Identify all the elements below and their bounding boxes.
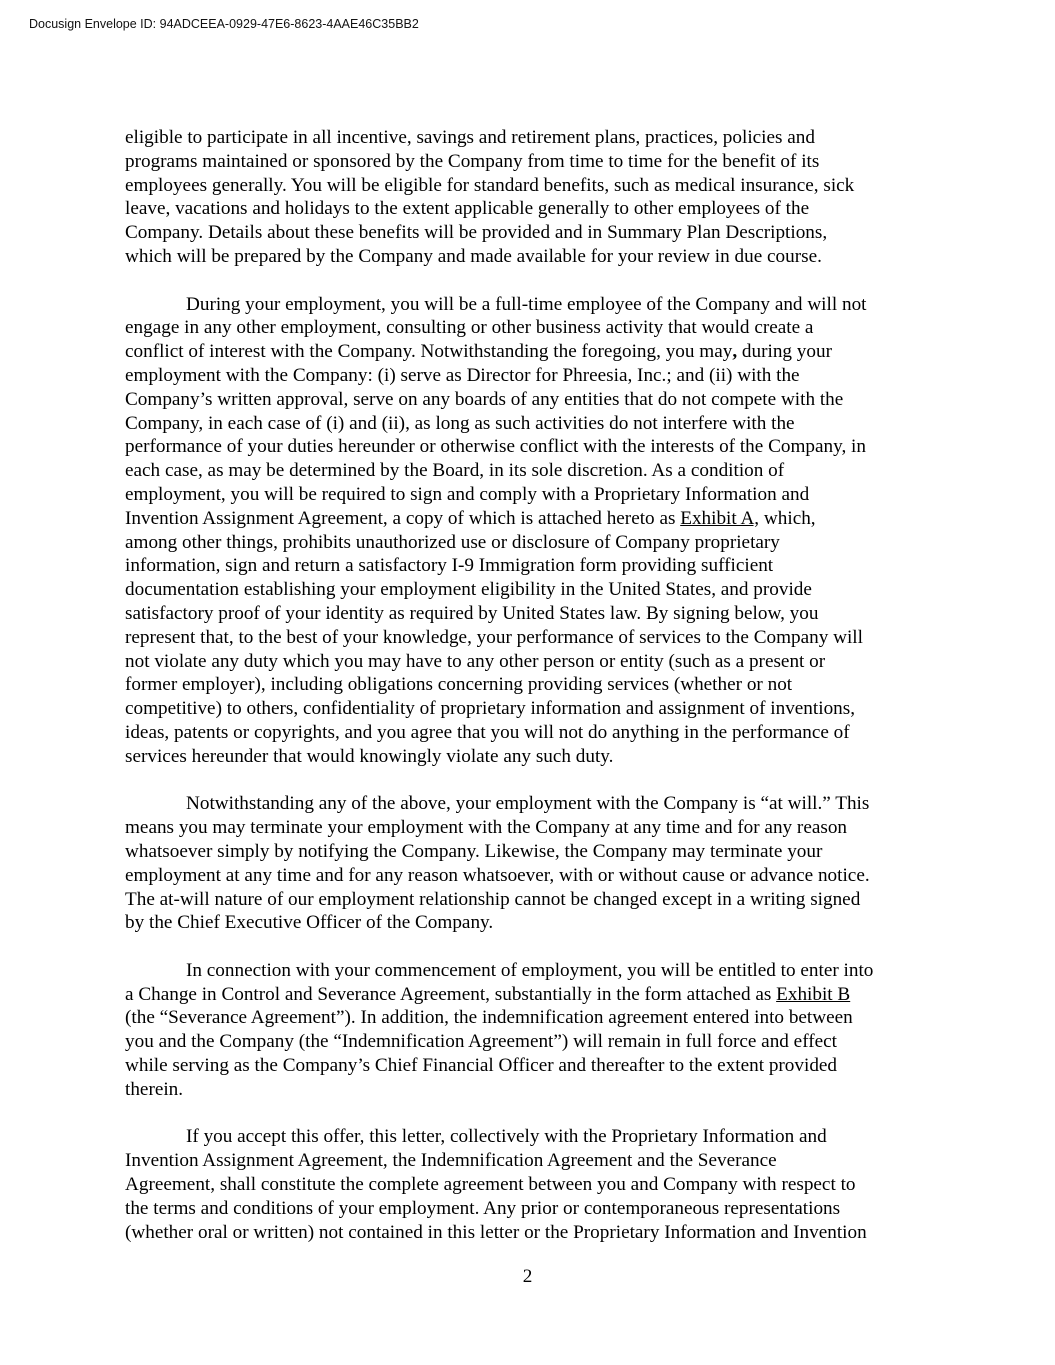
text-segment: Invention Assignment Agreement, a copy of which is attached hereto as <box>125 507 681 529</box>
text-line: documentation establishing your employment eligibility in the United States, and provide <box>125 579 812 601</box>
text-line: by the Chief Executive Officer of the Company. <box>125 912 494 934</box>
text-line: represent that, to the best of your knowledge, your performance of services to the Company will <box>125 626 863 648</box>
text-line: competitive) to others, confidentiality of proprietary information and assignment of inventions, <box>125 698 856 720</box>
text-line: ideas, patents or copyrights, and you agree that you will not do anything in the performance of <box>125 721 850 743</box>
text-line: each case, as may be determined by the Board, in its sole discretion. As a condition of <box>125 460 785 482</box>
text-line: The at-will nature of our employment relationship cannot be changed except in a writing signed <box>125 888 861 910</box>
text-line: Agreement, shall constitute the complete agreement between you and Company with respect to <box>125 1174 856 1196</box>
text-line: employment, you will be required to sign and comply with a Proprietary Information and <box>125 483 810 505</box>
text-line: Notwithstanding any of the above, your employment with the Company is “at will.” This <box>186 793 870 815</box>
text-line: means you may terminate your employment with the Company at any time and for any reason <box>125 817 848 839</box>
text-segment: which, <box>759 507 816 529</box>
text-line: employment at any time and for any reason whatsoever, with or without cause or advance notice. <box>125 864 870 886</box>
text-line: eligible to participate in all incentive, savings and retirement plans, practices, policies and <box>125 127 815 148</box>
paragraph-complete-agreement <box>125 1125 930 1244</box>
text-line: the terms and conditions of your employment. Any prior or contemporaneous representations <box>125 1197 841 1219</box>
text-line: employees generally. You will be eligible for standard benefits, such as medical insurance, sick <box>125 174 855 196</box>
text-line: engage in any other employment, consulting or other business activity that would create a <box>125 317 814 339</box>
text-line: programs maintained or sponsored by the Company from time to time for the benefit of its <box>125 150 820 172</box>
text-line: not violate any duty which you may have to any other person or entity (such as a present or <box>125 650 826 672</box>
text-line: In connection with your commencement of employment, you will be entitled to enter into <box>186 959 874 981</box>
text-line <box>125 340 930 364</box>
page-number: 2 <box>522 1266 533 1287</box>
envelope-id-header: Docusign Envelope ID: 94ADCEEA-0929-47E6-8623-4AAE46C35BB2 <box>29 17 419 31</box>
text-line: information, sign and return a satisfactory I-9 Immigration form providing sufficient <box>125 555 774 577</box>
paragraph-severance <box>125 959 930 1102</box>
text-line: while serving as the Company’s Chief Financial Officer and thereafter to the extent provided <box>125 1055 838 1077</box>
text-line: former employer), including obligations concerning providing services (whether or not <box>125 674 793 696</box>
text-line: whatsoever simply by notifying the Company. Likewise, the Company may terminate your <box>125 840 823 862</box>
text-line: services hereunder that would knowingly violate any such duty. <box>125 745 614 767</box>
text-line: performance of your duties hereunder or otherwise conflict with the interests of the Company, in <box>125 436 866 458</box>
text-line: therein. <box>125 1078 184 1100</box>
paragraph-benefits <box>125 126 930 269</box>
text-line: employment with the Company: (i) serve as Director for Phreesia, Inc.; and (ii) with the <box>125 364 800 386</box>
exhibit-b-reference: Exhibit B <box>776 983 851 1005</box>
text-line: satisfactory proof of your identity as required by United States law. By signing below, you <box>125 602 819 624</box>
text-segment: conflict of interest with the Company. Notwithstanding the foregoing, you may <box>125 341 733 363</box>
text-line: leave, vacations and holidays to the extent applicable generally to other employees of the <box>125 198 810 220</box>
text-line: (whether oral or written) not contained in this letter or the Proprietary Information and Invention <box>125 1221 867 1243</box>
letter-body <box>125 126 930 1268</box>
text-segment: a Change in Control and Severance Agreement, substantially in the form attached as <box>125 983 777 1005</box>
text-line: (the “Severance Agreement”). In addition, the indemnification agreement entered into between <box>125 1007 853 1029</box>
text-line: Invention Assignment Agreement, the Indemnification Agreement and the Severance <box>125 1150 777 1172</box>
text-line: among other things, prohibits unauthorized use or disclosure of Company proprietary <box>125 531 780 553</box>
bold-comma: , <box>732 341 738 363</box>
paragraph-at-will <box>125 792 930 935</box>
text-line <box>125 507 930 531</box>
text-line: If you accept this offer, this letter, collectively with the Proprietary Information and <box>186 1126 827 1148</box>
text-line: Company. Details about these benefits will be provided and in Summary Plan Descriptions, <box>125 222 828 244</box>
text-line: Company, in each case of (i) and (ii), as long as such activities do not interfere with the <box>125 412 795 434</box>
text-line: which will be prepared by the Company and made available for your review in due course. <box>125 245 822 267</box>
text-line: Company’s written approval, serve on any boards of any entities that do not compete with the <box>125 388 844 410</box>
exhibit-a-reference: Exhibit A, <box>680 507 760 529</box>
text-segment: during your <box>737 341 832 363</box>
text-line: During your employment, you will be a full-time employee of the Company and will not <box>186 293 867 315</box>
paragraph-employment-duties <box>125 293 930 769</box>
text-line: you and the Company (the “Indemnification Agreement”) will remain in full force and effect <box>125 1031 837 1053</box>
text-line <box>125 983 930 1007</box>
